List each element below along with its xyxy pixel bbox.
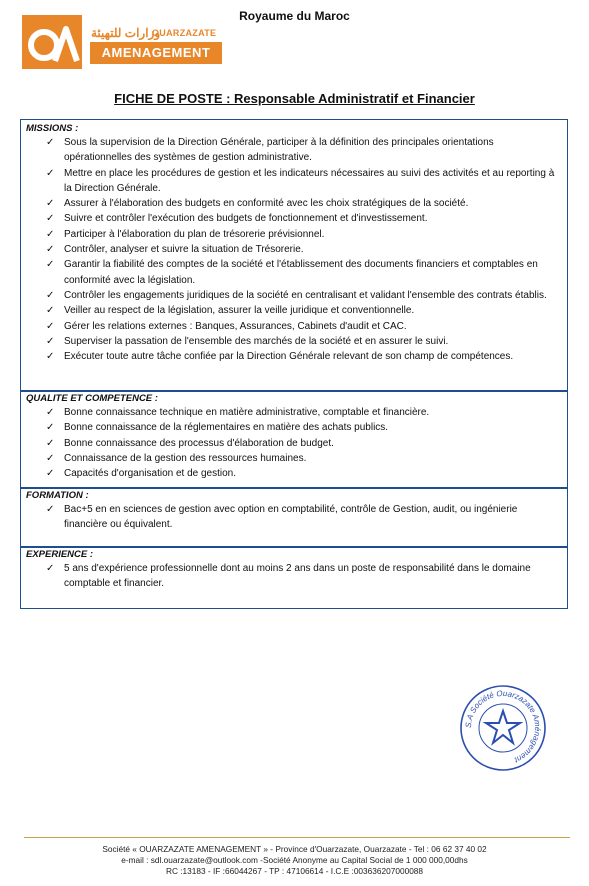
checkmark-icon: ✓: [46, 351, 55, 363]
formation-section: [20, 487, 566, 533]
list-item: [26, 334, 560, 349]
section-heading: MISSIONS :: [26, 123, 79, 134]
list-item-text: Mettre en place les procédures de gestion et les indicateurs nécessaires au suivi des activités et au reporting à la Direction Générale.: [64, 167, 555, 194]
checkmark-icon: ✓: [46, 422, 55, 434]
list-item: [26, 466, 560, 481]
list-item-text: Participer à l'élaboration du plan de trésorerie prévisionnel.: [64, 228, 325, 240]
stamp-text: S.A Société Ouarzazate Aménagement: [463, 688, 543, 765]
list-item-text: Contrôler, analyser et suivre la situation de Trésorerie.: [64, 244, 304, 256]
list-item: [26, 211, 560, 226]
logo-arabic-text: وزارات للتهيئة: [91, 26, 161, 40]
footer-line-3: RC :13183 - IF :66044267 - TP : 47106614 - I.C.E :003636207000088: [165, 866, 424, 876]
experience-section: [20, 546, 566, 592]
list-item: [26, 561, 560, 592]
list-item: [26, 288, 560, 303]
checkmark-icon: ✓: [46, 137, 55, 148]
list-item: [26, 242, 560, 257]
list-item: [26, 451, 560, 466]
list-item: [26, 502, 560, 533]
section-heading: QUALITE ET COMPETENCE :: [26, 393, 158, 404]
section-heading: EXPERIENCE :: [26, 549, 94, 560]
experience-list: [26, 561, 560, 592]
checkmark-icon: ✓: [46, 335, 55, 347]
checkmark-icon: ✓: [46, 198, 55, 210]
checkmark-icon: ✓: [46, 437, 55, 449]
list-item-text: Bonne connaissance de la réglementaires en matière des achats publics.: [64, 422, 389, 434]
list-item-text: Exécuter toute autre tâche confiée par la Direction Générale relevant de son champ de compétences.: [64, 351, 514, 363]
list-item: [26, 303, 560, 318]
list-item-text: Garantir la fiabilité des comptes de la société et l'établissement des documents financiers et comptables en conformité avec la législation.: [64, 259, 538, 286]
checkmark-icon: ✓: [46, 407, 55, 418]
list-item-text: Bonne connaissance des processus d'élaboration de budget.: [64, 437, 334, 449]
list-item-text: 5 ans d'expérience professionnelle dont au moins 2 ans dans un poste de responsabilité dans le domaine comptable et financier.: [64, 563, 531, 590]
list-item-text: Assurer à l'élaboration des budgets en conformité avec les choix stratégiques de la société.: [64, 198, 469, 210]
checkmark-icon: ✓: [46, 305, 55, 317]
checkmark-icon: ✓: [46, 259, 55, 271]
document-title: FICHE DE POSTE : Responsable Administratif et Financier: [114, 91, 475, 106]
footer-line-1: Société « OUARZAZATE AMENAGEMENT » - Province d'Ouarzazate, Ouarzazate - Tel : 06 62 37 40 02: [102, 844, 487, 854]
qualite-section: [20, 390, 566, 481]
svg-text:S.A Société Ouarzazate Aménage: [464, 689, 542, 765]
qualite-list: [26, 405, 560, 481]
list-item-text: Sous la supervision de la Direction Générale, participer à la définition des principales orientations opérationnelles des systèmes de gestion administrative.: [64, 137, 494, 164]
checkmark-icon: ✓: [46, 320, 55, 332]
checkmark-icon: ✓: [46, 289, 55, 301]
list-item-text: Bac+5 en en sciences de gestion avec option en comptabilité, contrôle de Gestion, audit, ou ingénierie financière ou équivalent.: [64, 504, 518, 531]
footer: [0, 844, 589, 877]
checkmark-icon: ✓: [46, 213, 55, 225]
list-item: [26, 319, 560, 334]
list-item-text: Bonne connaissance technique en matière administrative, comptable et financière.: [64, 407, 430, 418]
logo-city-text: OUARZAZATE: [152, 28, 217, 38]
checkmark-icon: ✓: [46, 563, 55, 574]
list-item: [26, 166, 560, 197]
list-item-text: Suivre et contrôler l'exécution des budgets de fonctionnement et d'investissement.: [64, 213, 428, 225]
list-item-text: Veiller au respect de la législation, assurer la veille juridique et conventionnelle.: [64, 305, 415, 317]
list-item: [26, 405, 560, 420]
checkmark-icon: ✓: [46, 228, 55, 240]
list-item-text: Superviser la passation de l'ensemble des marchés de la société et en assurer le suivi.: [64, 335, 449, 347]
list-item: [26, 349, 560, 364]
list-item: [26, 257, 560, 288]
checkmark-icon: ✓: [46, 452, 55, 464]
footer-line-2: e-mail : sdl.ouarzazate@outlook.com -Société Anonyme au Capital Social de 1 000 000,00dhs: [121, 855, 468, 865]
list-item: [26, 196, 560, 211]
company-stamp-icon: [458, 683, 548, 773]
section-heading: FORMATION :: [26, 490, 89, 501]
checkmark-icon: ✓: [46, 468, 55, 480]
list-item: [26, 135, 560, 166]
logo-name-text: AMENAGEMENT: [90, 42, 222, 64]
missions-list: [26, 135, 560, 364]
list-item-text: Contrôler les engagements juridiques de la société en centralisant et validant l'ensemble des contrats établis.: [64, 289, 547, 301]
company-logo: [22, 15, 222, 69]
list-item: [26, 436, 560, 451]
logo-mark-icon: [22, 15, 82, 69]
list-item-text: Capacités d'organisation et de gestion.: [64, 468, 237, 480]
list-item: [26, 227, 560, 242]
checkmark-icon: ✓: [46, 167, 55, 179]
checkmark-icon: ✓: [46, 244, 55, 256]
list-item-text: Gérer les relations externes : Banques, Assurances, Cabinets d'audit et CAC.: [64, 320, 407, 332]
list-item-text: Connaissance de la gestion des ressources humaines.: [64, 452, 307, 464]
kingdom-header: Royaume du Maroc: [239, 9, 350, 23]
missions-section: [20, 120, 566, 364]
checkmark-icon: ✓: [46, 504, 55, 515]
footer-divider: [24, 837, 570, 838]
list-item: [26, 420, 560, 435]
formation-list: [26, 502, 560, 533]
